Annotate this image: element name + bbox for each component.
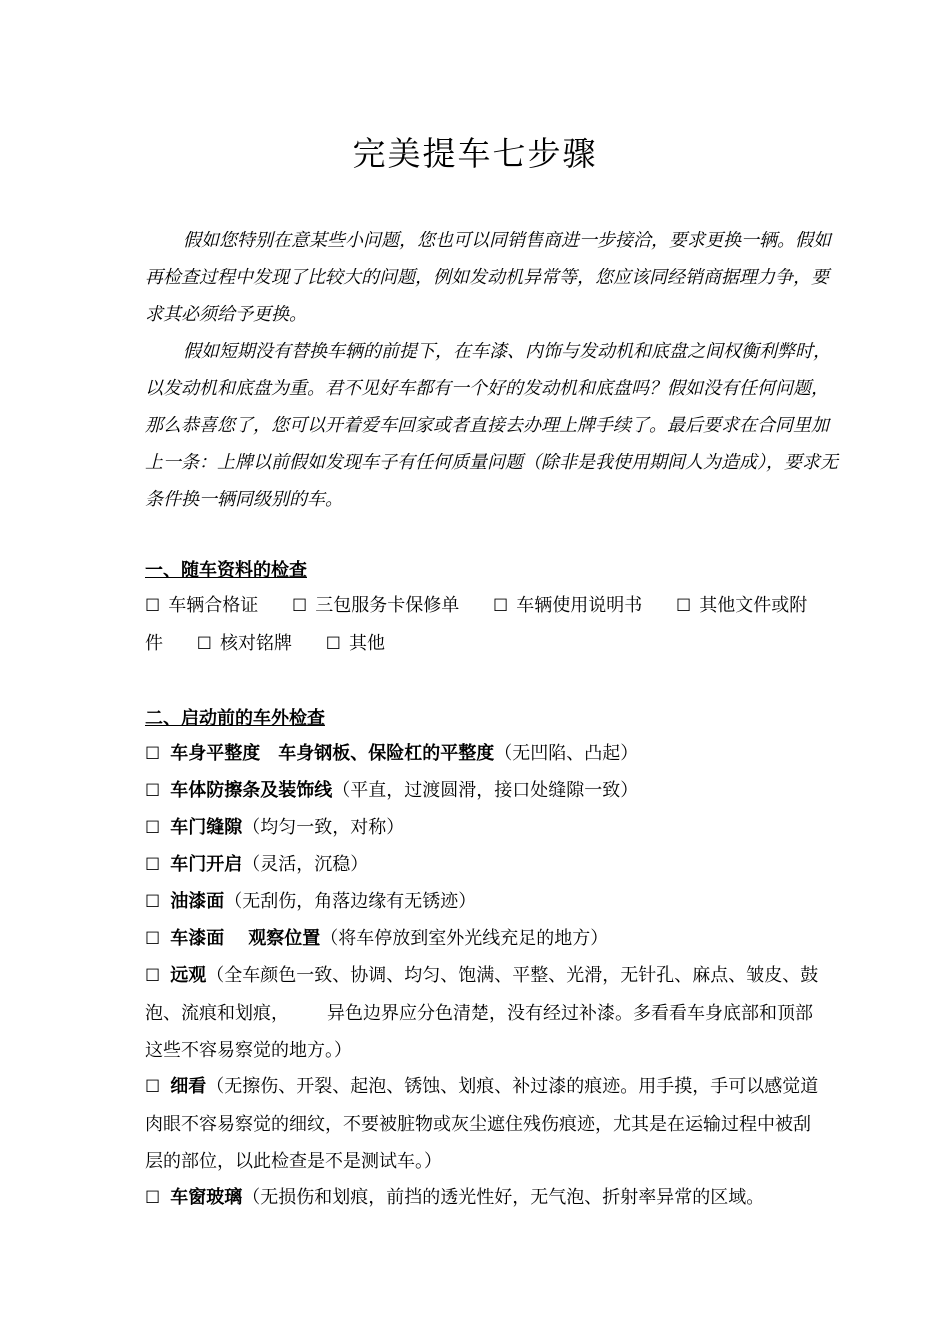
intro-paragraph-2: 假如短期没有替换车辆的前提下，在车漆、内饰与发动机和底盘之间权衡利弊时，以发动机和底盘为重。君不见好车都有一个好的发动机和底盘吗？假如没有任何问题，那么恭喜您了，您可以开着爱车回家或者直接去办理上牌手续了。最后要求在合同里加上一条：上牌以前假如发现车子有任何质量问题（除非是我使用期间人为造成），要求无条件换一辆同级别的车。 <box>145 341 838 510</box>
check-option[interactable]: ☐ 三包服务卡保修单 <box>291 595 460 616</box>
checkbox-icon[interactable]: ☐ <box>145 892 161 912</box>
check-item: ☐ 车门缝隙（均匀一致，对称） <box>145 817 405 838</box>
check-item: ☐ 车体防擦条及装饰线（平直，过渡圆滑，接口处缝隙一致） <box>145 780 639 801</box>
checkbox-icon[interactable]: ☐ <box>145 781 161 801</box>
check-item: ☐ 远观（全车颜色一致、协调、均匀、饱满、平整、光滑，无针孔、麻点、皱皮、鼓泡、流痕和划痕， 异色边界应分色清楚，没有经过补漆。多看看车身底部和顶部这些不容易察觉的地方。） <box>145 965 819 1061</box>
check-option[interactable]: ☐ 核对铭牌 <box>196 633 292 654</box>
checkbox-icon[interactable]: ☐ <box>145 855 161 875</box>
checkbox-icon[interactable]: ☐ <box>145 744 161 764</box>
check-item: ☐ 油漆面（无刮伤，角落边缘有无锈迹） <box>145 891 477 912</box>
check-option[interactable]: ☐ 车辆使用说明书 <box>492 595 643 616</box>
checkbox-icon[interactable]: ☐ <box>291 596 308 616</box>
checkbox-icon[interactable]: ☐ <box>145 1188 161 1208</box>
checkbox-icon[interactable]: ☐ <box>196 634 212 654</box>
check-item: ☐ 车门开启（灵活，沉稳） <box>145 854 369 875</box>
checkbox-icon[interactable]: ☐ <box>145 966 161 986</box>
checkbox-icon[interactable]: ☐ <box>492 596 509 616</box>
checkbox-icon[interactable]: ☐ <box>145 929 161 949</box>
check-option[interactable]: ☐ 其他 <box>325 633 385 654</box>
check-option[interactable]: ☐ 其他文件或附件 <box>145 595 808 654</box>
check-item: ☐ 车窗玻璃（无损伤和划痕，前挡的透光性好，无气泡、折射率异常的区域。 <box>145 1187 765 1208</box>
checkbox-icon[interactable]: ☐ <box>145 1077 161 1097</box>
page-title: 完美提车七步骤 <box>352 134 598 173</box>
section-2-heading: 二、启动前的车外检查 <box>145 708 325 729</box>
checkbox-icon[interactable]: ☐ <box>145 596 161 616</box>
check-item: ☐ 车身平整度 车身钢板、保险杠的平整度（无凹陷、凸起） <box>145 743 639 764</box>
checkbox-icon[interactable]: ☐ <box>325 634 341 654</box>
intro-paragraph-1: 假如您特别在意某些小问题，您也可以同销售商进一步接洽，要求更换一辆。假如再检查过程中发现了比较大的问题，例如发动机异常等，您应该同经销商据理力争，要求其必须给予更换。 <box>145 230 831 325</box>
document-checklist <box>145 587 825 663</box>
checkbox-icon[interactable]: ☐ <box>675 596 692 616</box>
check-item: ☐ 车漆面 观察位置（将车停放到室外光线充足的地方） <box>145 928 609 949</box>
section-1-heading: 一、随车资料的检查 <box>145 560 307 581</box>
check-option[interactable]: ☐ 车辆合格证 <box>145 595 259 616</box>
check-item: ☐ 细看（无擦伤、开裂、起泡、锈蚀、划痕、补过漆的痕迹。用手摸，手可以感觉道肉眼不容易察觉的细纹，不要被脏物或灰尘遮住残伤痕迹，尤其是在运输过程中被刮层的部位，以此检查是不是测试车。） <box>145 1076 819 1172</box>
checkbox-icon[interactable]: ☐ <box>145 818 161 838</box>
